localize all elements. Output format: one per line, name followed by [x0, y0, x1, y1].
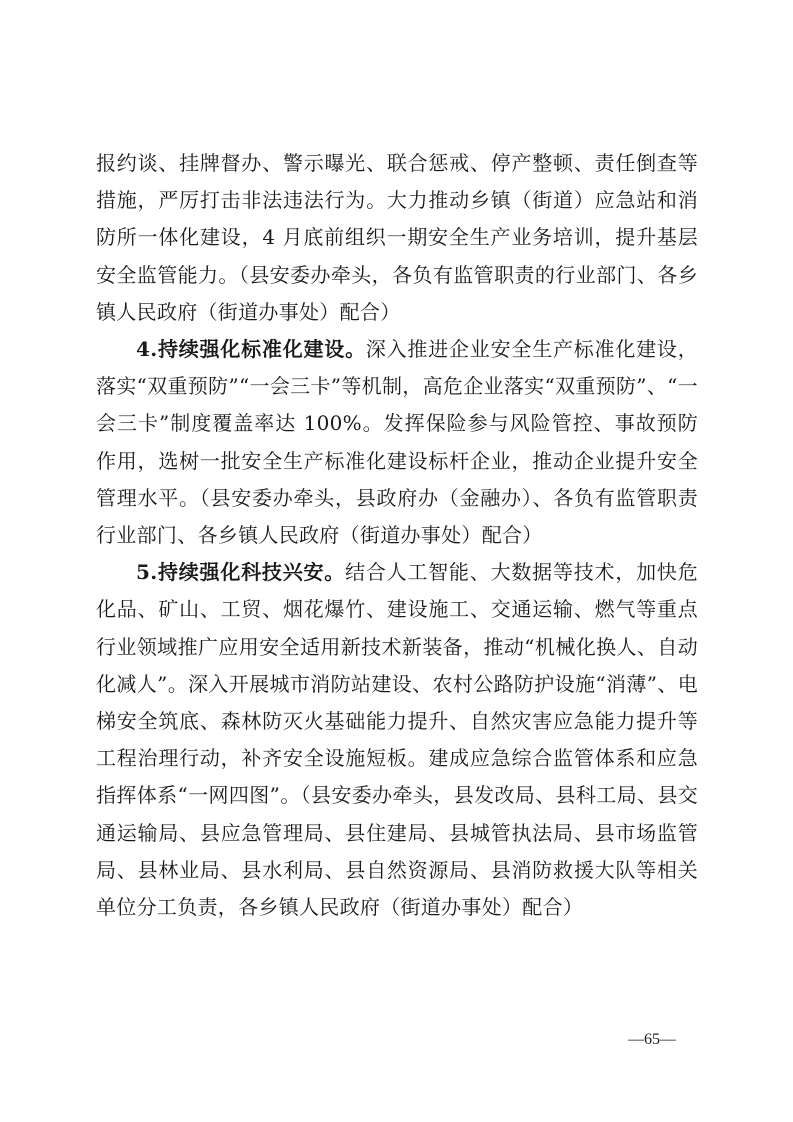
- paragraph-standardization: [96, 331, 698, 554]
- paragraph-text: 结合人工智能、大数据等技术，加快危化品、矿山、工贸、烟花爆竹、建设施工、交通运输、燃气等重点行业领域推广应用安全适用新技术新装备，推动“机械化换人、自动化减人”。深入开展城市消防站建设、农村公路防护设施“消薄”、电梯安全筑底、森林防灭火基础能力提升、自然灾害应急能力提升等工程治理行动，补齐安全设施短板。建成应急综合监管体系和应急指挥体系“一网四图”。（县安委办牵头，县发改局、县科工局、县交通运输局、县应急管理局、县住建局、县城管执法局、县市场监管局、县林业局、县水利局、县自然资源局、县消防救援大队等相关单位分工负责，各乡镇人民政府（街道办事处）配合）: [96, 560, 698, 920]
- body-text: [96, 145, 698, 926]
- section-heading: 4.持续强化标准化建设。: [136, 337, 366, 362]
- paragraph-text: 报约谈、挂牌督办、警示曝光、联合惩戒、停产整顿、责任倒查等措施，严厉打击非法违法行为。大力推动乡镇（街道）应急站和消防所一体化建设，4 月底前组织一期安全生产业务培训，提升基层安全监管能力。（县安委办牵头，各负有监管职责的行业部门、各乡镇人民政府（街道办事处）配合）: [96, 151, 698, 324]
- paragraph-continuation: [96, 145, 698, 331]
- paragraph-text: 深入推进企业安全生产标准化建设，落实“双重预防”“一会三卡”等机制，高危企业落实“双重预防”、“一会三卡”制度覆盖率达 100%。发挥保险参与风险管控、事故预防作用，选树一批安全生产标准化建设标杆企业，推动企业提升安全管理水平。（县安委办牵头，县政府办（金融办）、各负有监管职责行业部门、各乡镇人民政府（街道办事处）配合）: [96, 337, 698, 548]
- section-heading: 5.持续强化科技兴安。: [136, 560, 346, 585]
- paragraph-technology: [96, 554, 698, 926]
- page-number: —65—: [628, 1031, 676, 1048]
